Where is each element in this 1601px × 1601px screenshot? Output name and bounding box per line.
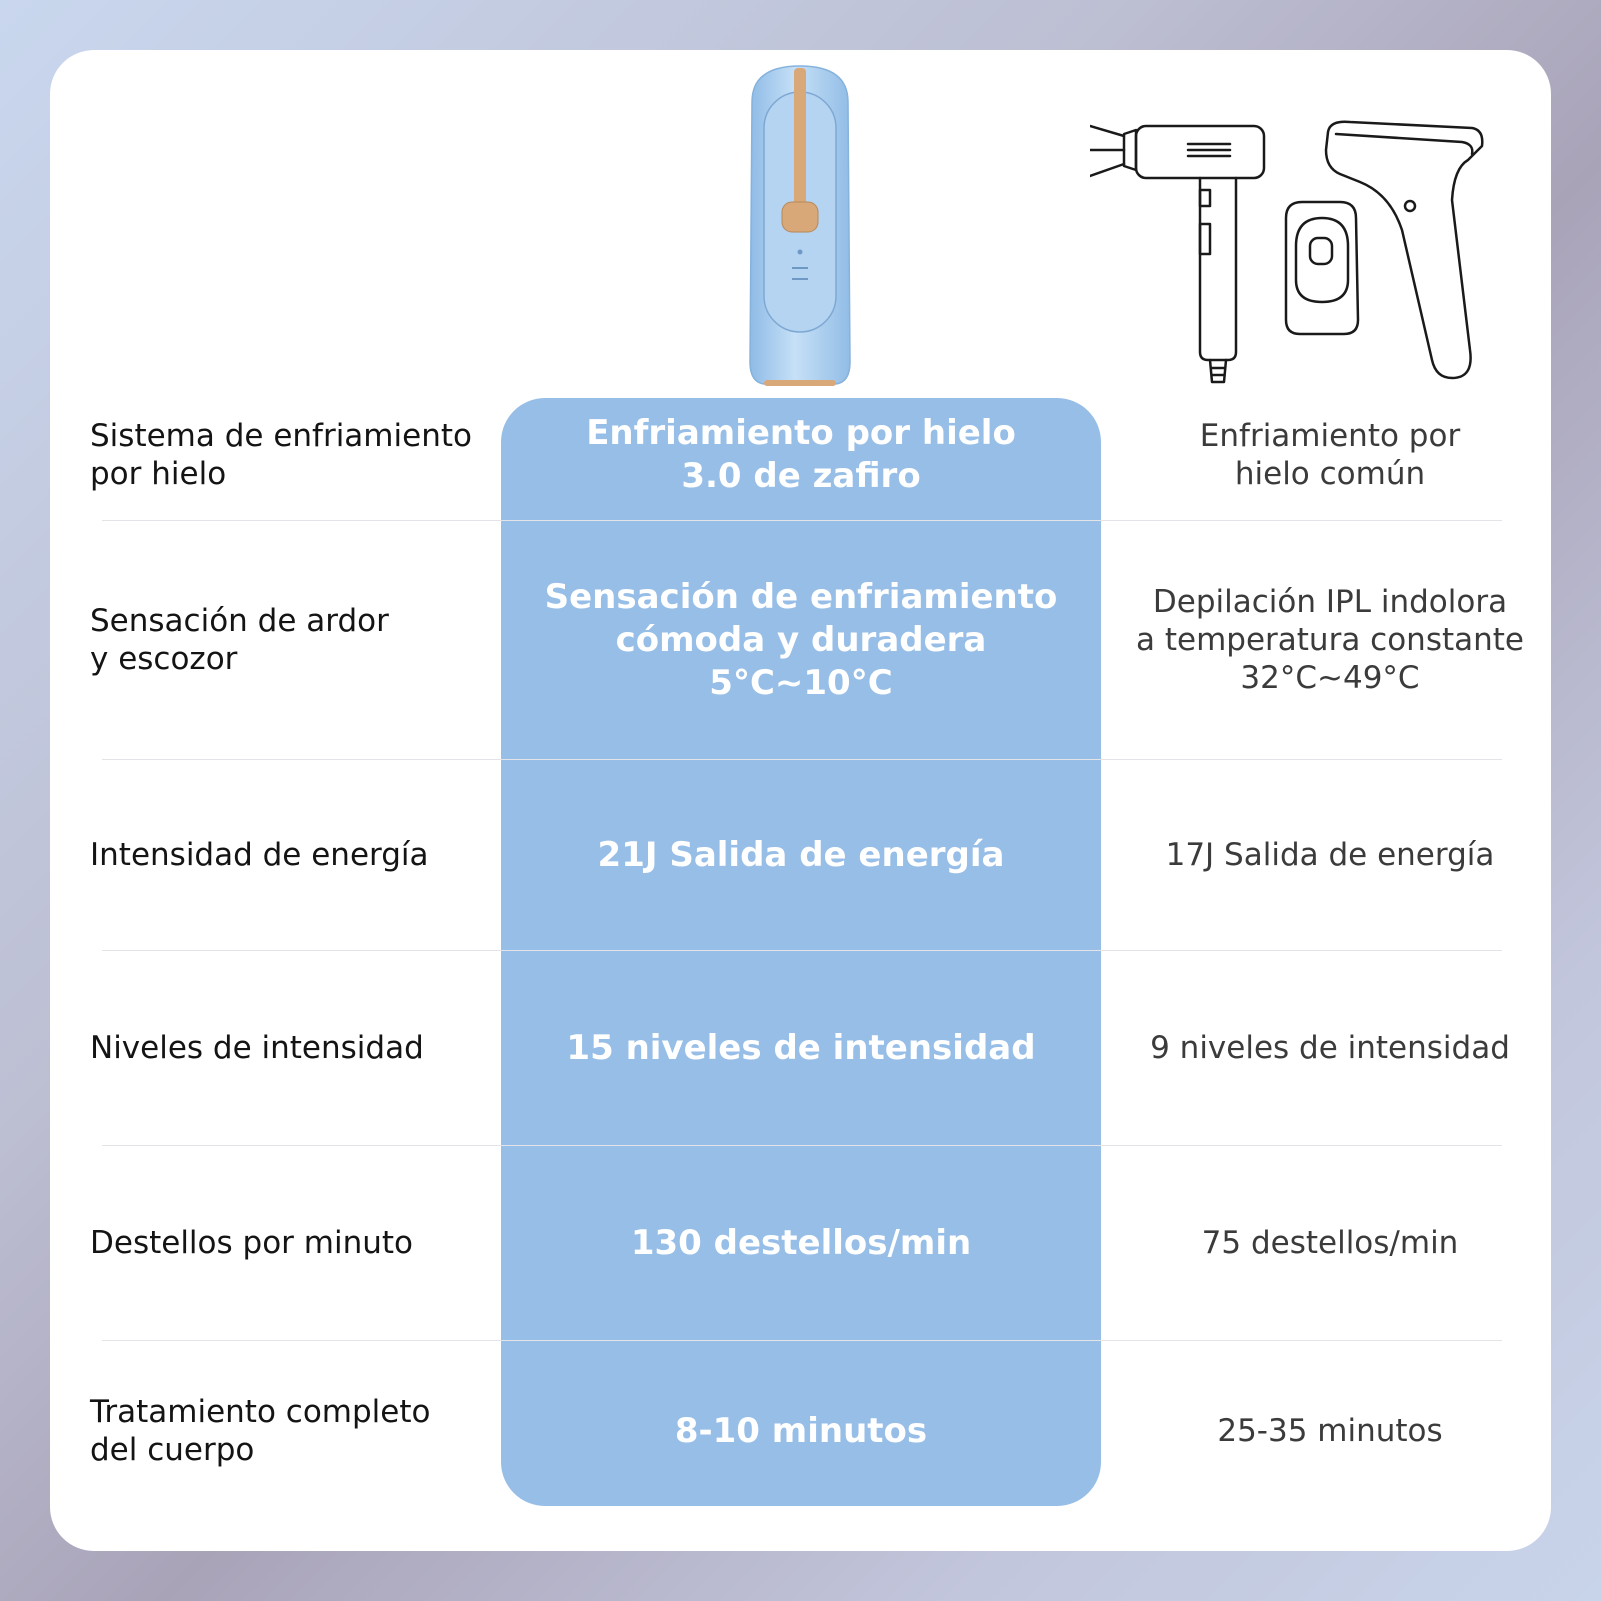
competitor-value: 25-35 minutos [1217, 1413, 1443, 1449]
comparison-row [50, 1341, 1551, 1521]
feature-label: Niveles de intensidad [90, 1030, 424, 1066]
feature-label: Destellos por minuto [90, 1225, 413, 1261]
competitor-value: Depilación IPL indolora a temperatura constante 32°C~49°C [1136, 584, 1524, 696]
competitor-value: 75 destellos/min [1201, 1225, 1459, 1261]
compact-epilator-icon [1286, 202, 1358, 334]
comparison-row [50, 521, 1551, 759]
feature-label: Intensidad de energía [90, 837, 429, 873]
comparison-row [50, 390, 1551, 520]
featured-value: Enfriamiento por hielo 3.0 de zafiro [586, 413, 1016, 496]
featured-value: 130 destellos/min [630, 1222, 972, 1263]
feature-label: Sensación de ardor y escozor [90, 603, 389, 677]
featured-value: 21J Salida de energía [597, 834, 1005, 875]
competitor-value: Enfriamiento por hielo común [1199, 418, 1461, 492]
comparison-row [50, 1146, 1551, 1340]
competitor-devices-illustration [1090, 120, 1510, 400]
ipl-handset-icon [1326, 122, 1482, 378]
comparison-row [50, 760, 1551, 950]
featured-value: 15 niveles de intensidad [566, 1027, 1036, 1068]
feature-label: Tratamiento completo del cuerpo [90, 1394, 431, 1468]
competitor-value: 17J Salida de energía [1165, 837, 1495, 873]
featured-value: Sensación de enfriamiento cómoda y duradera 5°C~10°C [544, 576, 1058, 703]
competitor-value: 9 niveles de intensidad [1150, 1030, 1510, 1066]
feature-label: Sistema de enfriamiento por hielo [90, 418, 472, 492]
ice-cooling-ipl-device-icon [740, 62, 860, 392]
featured-value: 8-10 minutos [674, 1410, 928, 1451]
comparison-card [50, 50, 1551, 1551]
comparison-row [50, 951, 1551, 1145]
hair-dryer-icon [1090, 126, 1264, 382]
